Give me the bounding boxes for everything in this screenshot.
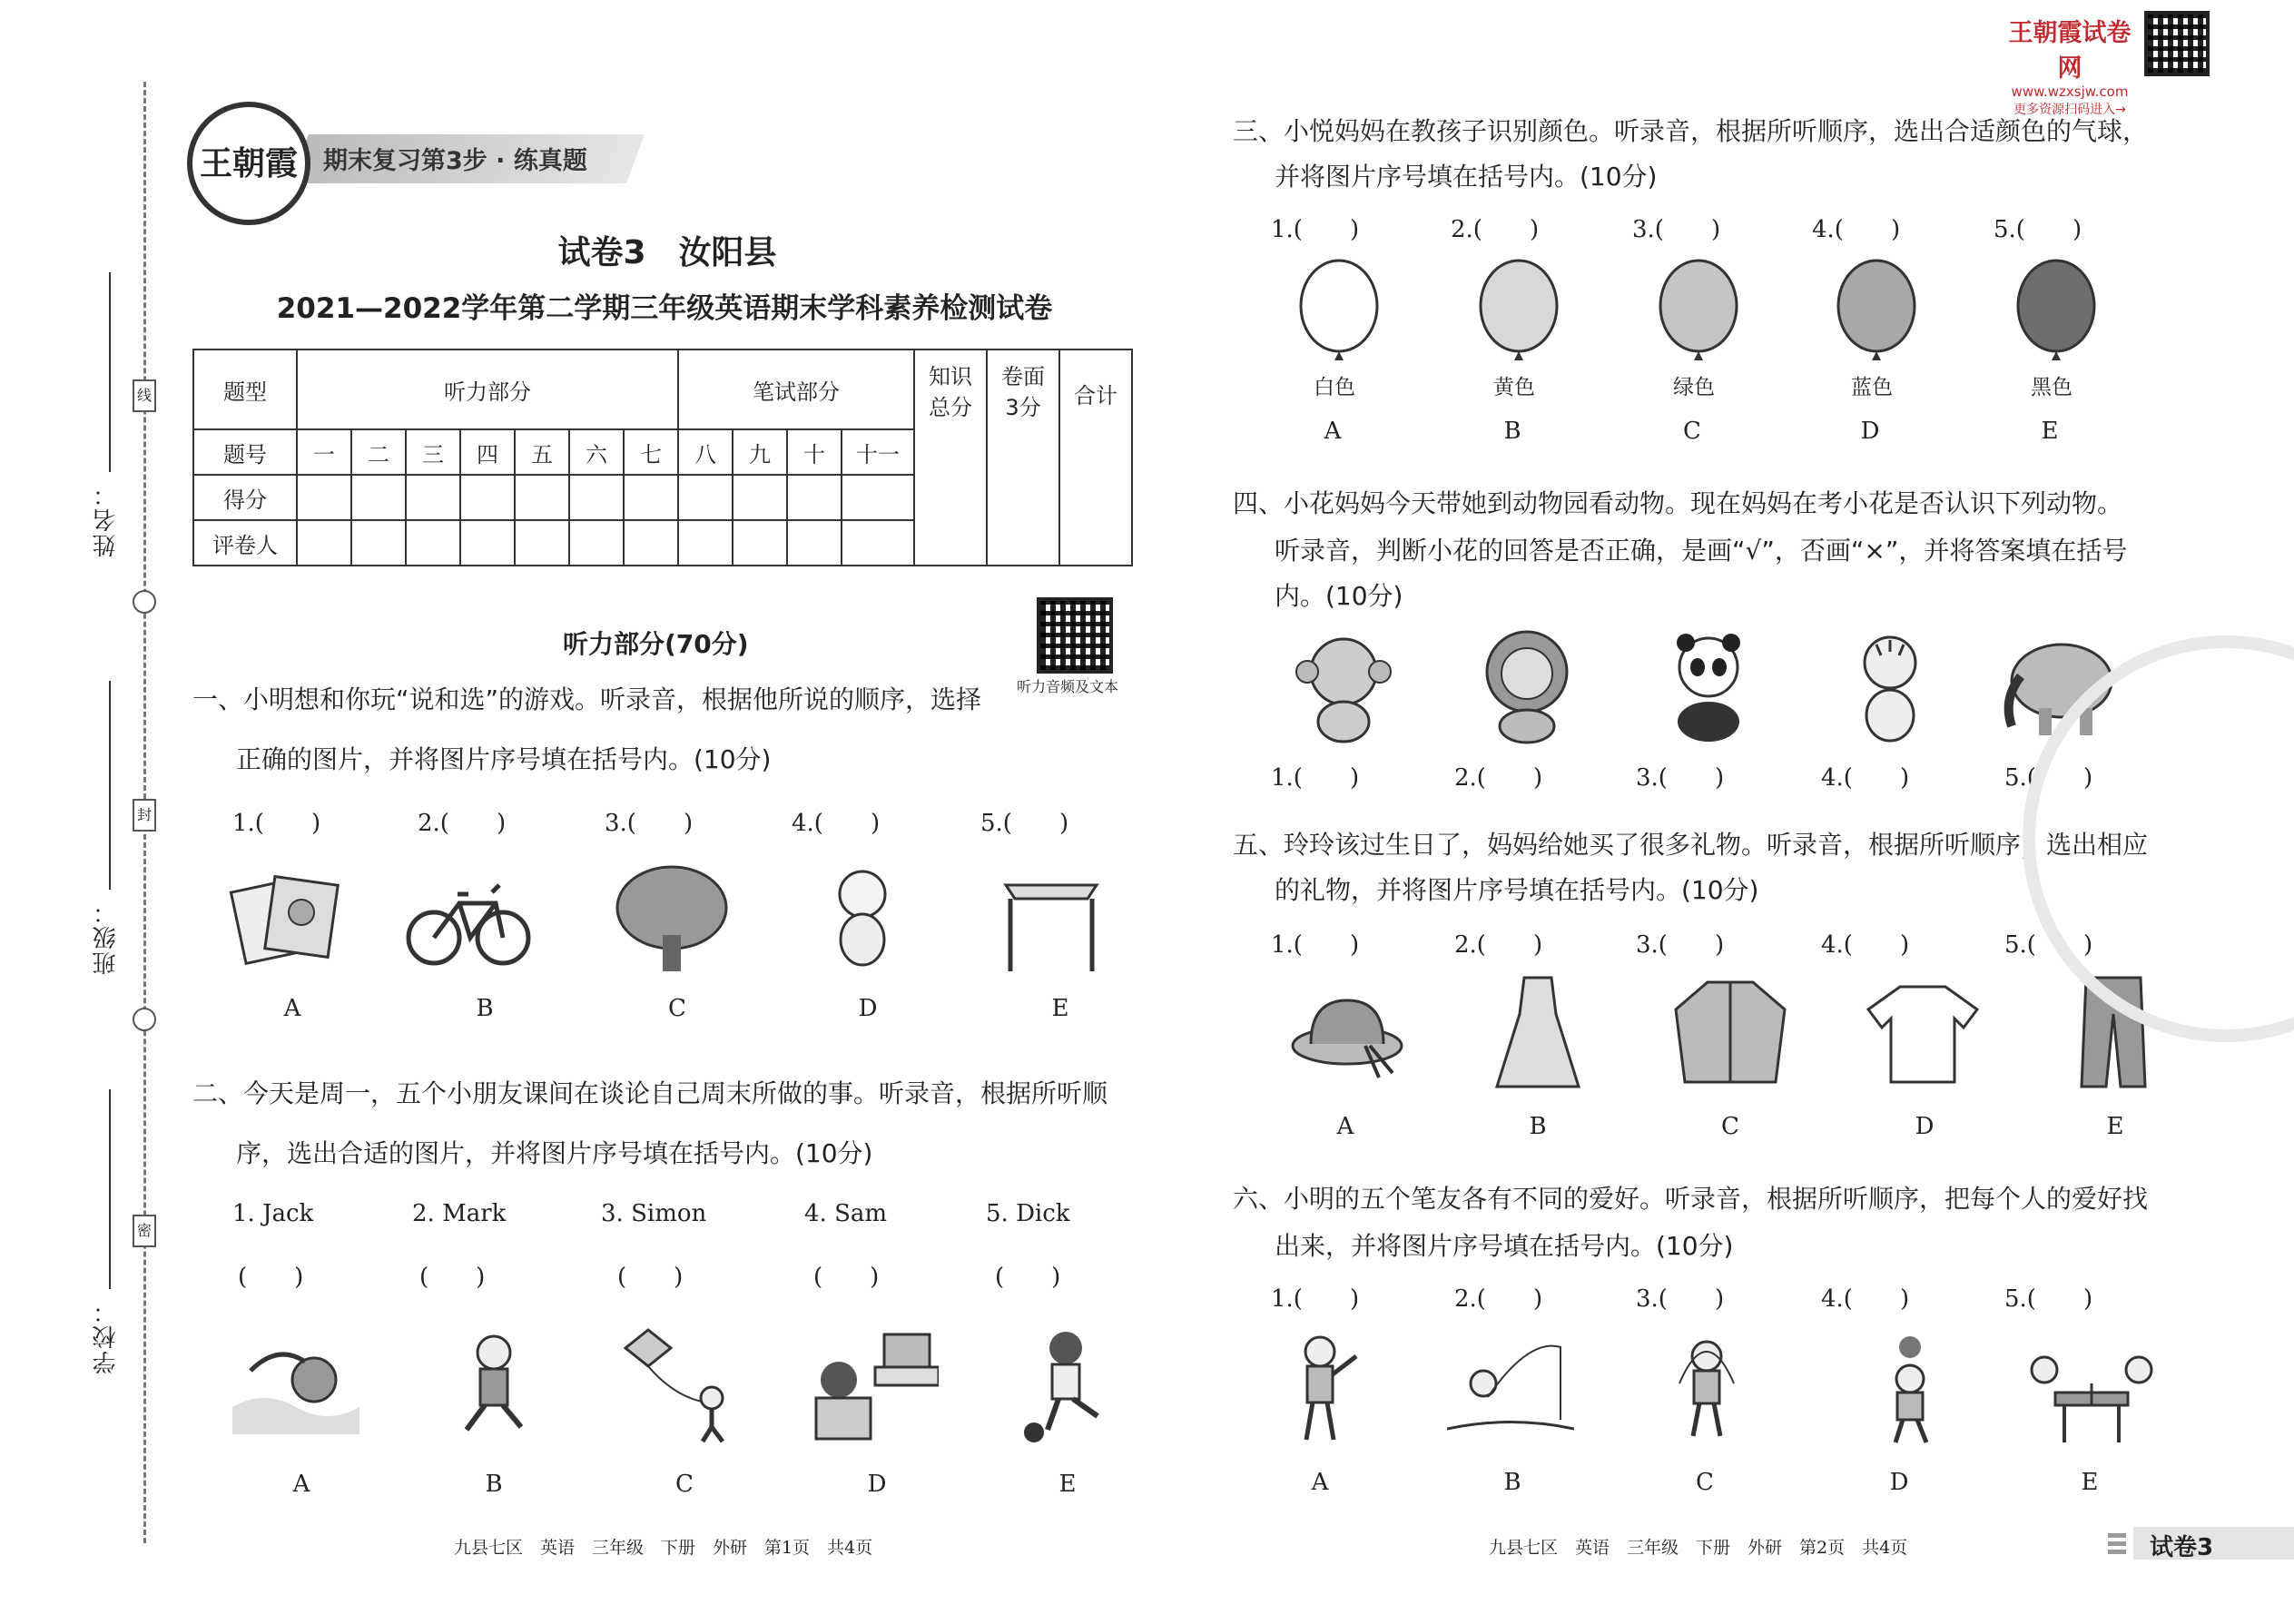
fishing-picture bbox=[1447, 1329, 1574, 1447]
option-letter: D bbox=[858, 995, 878, 1022]
school-label: 学校： bbox=[93, 1298, 120, 1374]
q5-line2: 的礼物，并将图片序号填在括号内。(10分) bbox=[1275, 875, 1759, 905]
seal-char: 密 bbox=[133, 1215, 156, 1247]
binding-hole bbox=[133, 1008, 156, 1031]
option-letter: C bbox=[675, 1471, 694, 1498]
child-name: 3. Simon bbox=[601, 1200, 707, 1227]
playing-football-picture bbox=[1002, 1325, 1129, 1443]
q2-line2: 序，选出合适的图片，并将图片序号填在括号内。(10分) bbox=[236, 1138, 873, 1168]
cards-picture bbox=[229, 858, 356, 976]
school-underline bbox=[109, 1089, 111, 1289]
child-name: 5. Dick bbox=[986, 1200, 1070, 1227]
lion-picture bbox=[1463, 626, 1590, 744]
child-name: 4. Sam bbox=[804, 1200, 888, 1227]
question-number: 五 bbox=[515, 429, 569, 475]
footer-tag: 试卷3 bbox=[2150, 1534, 2214, 1561]
child-name: 1. Jack bbox=[232, 1200, 314, 1227]
option-letter: E bbox=[2106, 1113, 2124, 1140]
banner-text: 期末复习第3步 · 练真题 bbox=[323, 147, 587, 175]
brand-name: 王朝霞试卷网 bbox=[2008, 19, 2132, 83]
answer-slot[interactable]: ( ) bbox=[419, 1264, 486, 1291]
swimming-picture bbox=[232, 1325, 359, 1443]
grader-cell[interactable] bbox=[842, 520, 914, 566]
color-caption: 黑色 bbox=[2031, 376, 2072, 399]
color-caption: 黄色 bbox=[1493, 376, 1535, 399]
answer-slot[interactable]: 3.( ) bbox=[1632, 216, 1721, 243]
qr-caption: 听力音频及文本 bbox=[1017, 678, 1119, 695]
option-letter: D bbox=[1889, 1469, 1909, 1496]
painting-picture bbox=[1256, 1329, 1383, 1447]
brand-tip: 更多资源扫码进入→ bbox=[2013, 103, 2126, 117]
child-name: 2. Mark bbox=[412, 1200, 507, 1227]
class-underline bbox=[109, 681, 111, 890]
grader-cell[interactable] bbox=[460, 520, 515, 566]
score-cell[interactable] bbox=[297, 475, 351, 520]
balloon-white bbox=[1289, 256, 1389, 365]
question-number: 十 bbox=[787, 429, 842, 475]
dress-picture bbox=[1474, 973, 1601, 1091]
answer-slot[interactable]: 5.( ) bbox=[1994, 216, 2082, 243]
answer-slot[interactable]: ( ) bbox=[813, 1264, 880, 1291]
grader-cell[interactable] bbox=[406, 520, 460, 566]
answer-slot[interactable]: 2.( ) bbox=[418, 810, 507, 837]
option-letter: E bbox=[1051, 995, 1069, 1022]
ping-pong-picture bbox=[2028, 1329, 2155, 1447]
answer-slot[interactable]: 3.( ) bbox=[1636, 764, 1725, 792]
option-letter: E bbox=[1058, 1471, 1077, 1498]
question-number: 二 bbox=[351, 429, 406, 475]
skating-picture bbox=[430, 1325, 557, 1443]
answer-slot[interactable]: 1.( ) bbox=[1271, 216, 1360, 243]
q4-line3: 内。(10分) bbox=[1275, 581, 1403, 611]
logo-text: 王朝霞 bbox=[199, 144, 298, 182]
color-caption: 白色 bbox=[1314, 376, 1355, 399]
answer-slot[interactable]: 3.( ) bbox=[1636, 1285, 1725, 1313]
option-letter: E bbox=[2041, 418, 2059, 445]
score-cell[interactable] bbox=[351, 475, 406, 520]
q3-line1: 三、小悦妈妈在教孩子识别颜色。听录音，根据所听顺序，选出合适颜色的气球， bbox=[1233, 116, 2149, 146]
name-label: 姓名： bbox=[93, 481, 120, 557]
question-number: 四 bbox=[460, 429, 515, 475]
question-number: 八 bbox=[678, 429, 733, 475]
score-cell[interactable] bbox=[515, 475, 569, 520]
answer-slot[interactable]: 1.( ) bbox=[232, 810, 321, 837]
col-listening: 听力部分 bbox=[297, 349, 678, 429]
seal-char: 封 bbox=[133, 799, 156, 832]
answer-slot[interactable]: 4.( ) bbox=[1821, 931, 1910, 959]
tiger-picture bbox=[1826, 626, 1954, 744]
answer-slot[interactable]: 1.( ) bbox=[1271, 1285, 1360, 1313]
tree-picture bbox=[608, 858, 735, 976]
option-letter: A bbox=[292, 1471, 310, 1498]
grader-cell[interactable] bbox=[624, 520, 678, 566]
color-caption: 蓝色 bbox=[1851, 376, 1893, 399]
question-number: 六 bbox=[569, 429, 624, 475]
option-letter: D bbox=[1915, 1113, 1935, 1140]
bike-picture bbox=[405, 858, 532, 976]
balloon-body bbox=[1301, 261, 1377, 351]
score-cell[interactable] bbox=[787, 475, 842, 520]
answer-slot[interactable]: 2.( ) bbox=[1451, 216, 1540, 243]
watching-tv-picture bbox=[812, 1325, 939, 1443]
answer-slot[interactable]: 4.( ) bbox=[1821, 1285, 1910, 1313]
balloon-yellow bbox=[1469, 256, 1569, 365]
class-label: 班级： bbox=[93, 899, 120, 975]
question-number: 十一 bbox=[842, 429, 914, 475]
option-letter: D bbox=[1860, 418, 1880, 445]
col-type: 题型 bbox=[193, 349, 297, 429]
answer-slot[interactable]: 3.( ) bbox=[605, 810, 694, 837]
answer-slot[interactable]: 5.( ) bbox=[980, 810, 1069, 837]
option-letter: D bbox=[867, 1471, 887, 1498]
option-letter: A bbox=[1324, 418, 1342, 445]
score-cell[interactable] bbox=[624, 475, 678, 520]
answer-slot[interactable]: ( ) bbox=[995, 1264, 1061, 1291]
option-letter: A bbox=[1311, 1469, 1329, 1496]
balloon-body bbox=[1838, 261, 1915, 351]
q6-line1: 六、小明的五个笔友各有不同的爱好。听录音，根据所听顺序，把每个人的爱好找 bbox=[1233, 1184, 2149, 1214]
answer-slot[interactable]: 5.( ) bbox=[2004, 1285, 2093, 1313]
balloon-body bbox=[1481, 261, 1557, 351]
score-table bbox=[192, 349, 1133, 566]
answer-slot[interactable]: 3.( ) bbox=[1636, 931, 1725, 959]
row-label: 题号 bbox=[193, 429, 297, 475]
grader-cell[interactable] bbox=[569, 520, 624, 566]
answer-slot[interactable]: 4.( ) bbox=[1812, 216, 1901, 243]
grader-cell[interactable] bbox=[297, 520, 351, 566]
score-cell[interactable] bbox=[406, 475, 460, 520]
option-letter: E bbox=[2081, 1469, 2099, 1496]
option-letter: B bbox=[476, 995, 494, 1022]
brand-block bbox=[2002, 13, 2138, 118]
answer-slot[interactable]: ( ) bbox=[238, 1264, 304, 1291]
option-letter: A bbox=[1336, 1113, 1354, 1140]
q5-line1: 五、玲玲该过生日了，妈妈给她买了很多礼物。听录音，根据所听顺序，选出相应 bbox=[1233, 830, 2149, 860]
answer-slot[interactable]: 5.( ) bbox=[2004, 931, 2093, 959]
answer-slot[interactable]: 2.( ) bbox=[1454, 1285, 1543, 1313]
basketball-picture bbox=[1837, 1329, 1964, 1447]
score-cell[interactable] bbox=[569, 475, 624, 520]
answer-slot[interactable]: 5.( ) bbox=[2004, 764, 2093, 792]
score-cell[interactable] bbox=[460, 475, 515, 520]
brand-qr-code[interactable] bbox=[2144, 11, 2210, 76]
grader-cell[interactable] bbox=[787, 520, 842, 566]
grader-cell[interactable] bbox=[678, 520, 733, 566]
footer-deco bbox=[2108, 1530, 2126, 1554]
answer-slot[interactable]: 1.( ) bbox=[1271, 931, 1360, 959]
option-letter: C bbox=[668, 995, 686, 1022]
seal-char: 线 bbox=[133, 379, 156, 412]
q3-line2: 并将图片序号填在括号内。(10分) bbox=[1275, 162, 1658, 192]
row-label: 得分 bbox=[193, 475, 297, 520]
balloon-green bbox=[1649, 256, 1748, 365]
monkey-picture bbox=[1280, 626, 1407, 744]
row-label: 评卷人 bbox=[193, 520, 297, 566]
balloon-body bbox=[1660, 261, 1737, 351]
q2-line1: 二、今天是周一，五个小朋友课间在谈论自己周末所做的事。听录音，根据所听顺 bbox=[192, 1078, 1108, 1108]
exam-title: 试卷3 汝阳县 bbox=[557, 234, 777, 271]
color-caption: 绿色 bbox=[1673, 376, 1715, 399]
footer-left: 九县七区 英语 三年级 下册 外研 第1页 共4页 bbox=[454, 1538, 873, 1558]
flying-kite-picture bbox=[621, 1325, 748, 1443]
answer-slot[interactable]: 2.( ) bbox=[1454, 931, 1543, 959]
brand-logo bbox=[187, 102, 310, 225]
answer-slot[interactable]: 4.( ) bbox=[1821, 764, 1910, 792]
q4-line1: 四、小花妈妈今天带她到动物园看动物。现在妈妈在考小花是否认识下列动物。 bbox=[1233, 488, 2123, 518]
footer-right: 九县七区 英语 三年级 下册 外研 第2页 共4页 bbox=[1489, 1538, 1908, 1558]
option-letter: B bbox=[1503, 1469, 1521, 1496]
question-number: 七 bbox=[624, 429, 678, 475]
jacket-picture bbox=[1667, 973, 1794, 1091]
score-cell[interactable] bbox=[733, 475, 787, 520]
jumping-rope-picture bbox=[1643, 1329, 1770, 1447]
t-shirt-picture bbox=[1859, 973, 1986, 1091]
baby-picture bbox=[799, 858, 926, 976]
answer-slot[interactable]: 4.( ) bbox=[792, 810, 881, 837]
grader-cell[interactable] bbox=[515, 520, 569, 566]
audio-qr-code[interactable] bbox=[1037, 597, 1113, 674]
option-letter: B bbox=[1503, 418, 1521, 445]
question-number: 九 bbox=[733, 429, 787, 475]
q4-line2: 听录音，判断小花的回答是否正确，是画“√”，否画“×”，并将答案填在括号 bbox=[1275, 536, 2128, 566]
option-letter: B bbox=[1529, 1113, 1547, 1140]
brand-url[interactable]: www.wzxsjw.com bbox=[2011, 84, 2129, 100]
option-letter: C bbox=[1696, 1469, 1714, 1496]
grader-cell[interactable] bbox=[733, 520, 787, 566]
question-number: 一 bbox=[297, 429, 351, 475]
listening-title: 听力部分(70分) bbox=[563, 629, 749, 659]
col-neatness: 卷面 3分 bbox=[987, 349, 1059, 566]
option-letter: C bbox=[1683, 418, 1701, 445]
answer-slot[interactable]: ( ) bbox=[617, 1264, 684, 1291]
score-cell[interactable] bbox=[842, 475, 914, 520]
answer-slot[interactable]: 1.( ) bbox=[1271, 764, 1360, 792]
hat-picture bbox=[1284, 973, 1411, 1091]
question-number: 三 bbox=[406, 429, 460, 475]
col-writing: 笔试部分 bbox=[678, 349, 914, 429]
option-letter: C bbox=[1721, 1113, 1739, 1140]
panda-picture bbox=[1645, 626, 1772, 744]
exam-subtitle: 2021—2022学年第二学期三年级英语期末学科素养检测试卷 bbox=[276, 292, 1053, 325]
answer-slot[interactable]: 2.( ) bbox=[1454, 764, 1543, 792]
q1-line1: 一、小明想和你玩“说和选”的游戏。听录音，根据他所说的顺序，选择 bbox=[192, 684, 982, 714]
score-cell[interactable] bbox=[678, 475, 733, 520]
option-letter: A bbox=[283, 995, 301, 1022]
option-letter: B bbox=[485, 1471, 503, 1498]
balloon-blue bbox=[1826, 256, 1926, 365]
balloon-black bbox=[2006, 256, 2106, 365]
q1-line2: 正确的图片，并将图片序号填在括号内。(10分) bbox=[236, 744, 772, 774]
grader-cell[interactable] bbox=[351, 520, 406, 566]
balloon-body bbox=[2018, 261, 2094, 351]
col-total: 合计 bbox=[1059, 349, 1132, 566]
q6-line2: 出来，并将图片序号填在括号内。(10分) bbox=[1275, 1231, 1734, 1261]
binding-hole bbox=[133, 590, 156, 614]
col-knowledge: 知识 总分 bbox=[914, 349, 987, 566]
name-underline bbox=[109, 272, 111, 472]
desk-picture bbox=[988, 858, 1115, 976]
